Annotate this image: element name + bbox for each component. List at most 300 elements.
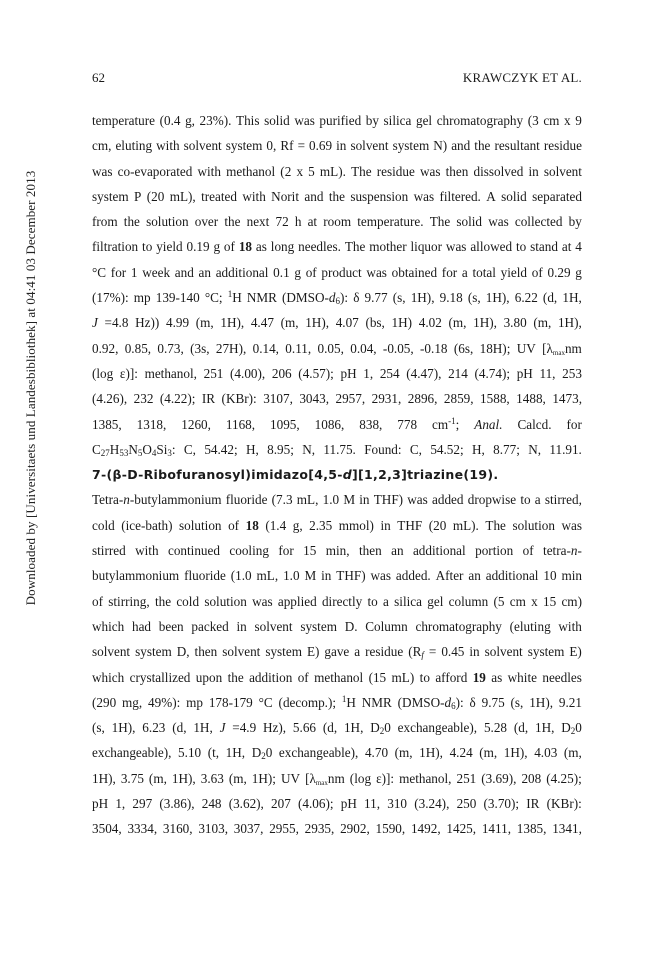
word: 18H);: [479, 340, 511, 356]
word: (log: [92, 365, 114, 381]
word: (m,: [448, 315, 467, 331]
word: =: [428, 644, 437, 660]
word: 3334,: [127, 821, 158, 837]
word: dropwise: [467, 492, 517, 508]
word: 54.52;: [430, 441, 464, 457]
word: was: [407, 492, 428, 508]
word: cold: [92, 517, 115, 533]
word: 4.07: [335, 315, 359, 331]
word: Norit: [271, 188, 300, 204]
word: 1H),: [419, 745, 443, 761]
word: (d,: [172, 720, 187, 736]
word: 1590,: [375, 821, 406, 837]
word: 4.24: [449, 745, 473, 761]
word: g,: [292, 517, 303, 533]
word: 15: [303, 543, 317, 559]
word: 5.10: [178, 745, 202, 761]
word: system: [135, 644, 172, 660]
text-line: [92, 285, 582, 310]
word: methanol: [226, 163, 276, 179]
download-watermark: [22, 118, 40, 658]
word: 11,: [539, 365, 556, 381]
word: 3.80: [503, 315, 527, 331]
word: was: [370, 568, 392, 584]
word: (4.57);: [298, 365, 334, 381]
word: H,: [245, 441, 259, 457]
word: (6s,: [453, 340, 474, 356]
word: 4: [575, 239, 582, 255]
word: system: [225, 138, 263, 154]
word: (m,: [479, 745, 498, 761]
word: (m,: [394, 745, 413, 761]
word: upon: [195, 669, 223, 685]
word: (19).: [463, 467, 499, 483]
word: $D_20$: [561, 720, 582, 737]
word: 9.21: [558, 694, 582, 710]
text-line: [92, 108, 582, 133]
word: The: [429, 214, 451, 230]
word: methanol: [314, 669, 364, 685]
word: 1: [130, 264, 138, 280]
word: directly: [321, 593, 363, 609]
word: (4.47),: [406, 365, 442, 381]
word: the: [154, 593, 172, 609]
word: (3.62),: [228, 796, 264, 812]
word: (4.00),: [230, 365, 266, 381]
word: 0.05,: [317, 340, 344, 356]
word: 206: [271, 365, 292, 381]
word: of: [297, 669, 309, 685]
word: (eluting: [509, 618, 551, 634]
word: 15: [543, 593, 557, 609]
word: 0,: [266, 138, 277, 154]
word: column: [448, 593, 489, 609]
running-head: KRAWCZYK ET AL.: [462, 70, 582, 85]
word: 11.75.: [323, 441, 356, 457]
word: x: [531, 593, 538, 609]
word: 0.14,: [252, 340, 279, 356]
text-line: [92, 133, 582, 158]
word: solid: [456, 214, 483, 230]
word: was: [561, 517, 582, 533]
text-line: [92, 412, 582, 437]
word: 1H),: [485, 290, 510, 306]
word: mL).: [319, 163, 346, 179]
text-line: [92, 563, 582, 588]
word: The: [344, 239, 366, 255]
word: gave: [324, 644, 350, 660]
word: mL),: [169, 188, 196, 204]
word: 1H,: [193, 720, 213, 736]
word: (m,: [228, 770, 247, 786]
text-line: [92, 816, 582, 841]
word: 1385,: [516, 821, 547, 837]
word: 0.04,: [350, 340, 377, 356]
word: D,: [176, 644, 190, 660]
word: portion: [475, 543, 514, 559]
word: 1H),: [111, 720, 136, 736]
word: chromatography: [436, 113, 524, 128]
word: min: [561, 568, 582, 584]
word: M: [304, 568, 317, 584]
word: C,: [183, 441, 196, 457]
word: -0.18: [420, 340, 448, 356]
word: (m,: [533, 315, 552, 331]
word: in: [359, 492, 370, 508]
word: (m,: [563, 745, 582, 761]
word: (290: [92, 694, 117, 710]
word: $cm^{-1}$;: [432, 415, 460, 432]
word: 9.75: [481, 694, 505, 710]
text-line: [92, 740, 582, 765]
word: (2: [280, 163, 292, 179]
text-line: [92, 791, 582, 816]
word: at: [307, 214, 318, 230]
word: 0.69: [309, 138, 333, 154]
word: 8.95;: [267, 441, 294, 457]
word: 8.77;: [493, 441, 520, 457]
word: 2935,: [304, 821, 335, 837]
word: gel: [415, 113, 433, 128]
word: was: [419, 163, 441, 179]
word: (3.70);: [483, 796, 520, 812]
word: (1.4: [265, 517, 287, 533]
word: additional: [215, 264, 269, 280]
word: °C: [92, 264, 107, 280]
word: 1H),: [410, 290, 435, 306]
word: for: [566, 416, 582, 432]
word: Found:: [364, 441, 402, 457]
word: stand: [530, 239, 558, 255]
word: 248: [201, 796, 222, 812]
word: (7.3: [271, 492, 293, 508]
word: Hz)): [135, 315, 160, 331]
word: a: [534, 492, 541, 508]
word: to: [419, 669, 430, 685]
text-line: [92, 665, 582, 690]
word: (4.26),: [92, 391, 128, 407]
word: THF: [397, 517, 423, 533]
word: fluoride: [184, 568, 226, 584]
text-line: [92, 386, 582, 411]
word: separated: [532, 188, 582, 204]
word: of: [531, 264, 543, 280]
word: applied: [277, 593, 317, 609]
word: 0.19: [186, 239, 210, 255]
word: solvent: [484, 644, 523, 660]
word: (3.24),: [414, 796, 450, 812]
word: (ice-bath): [121, 517, 173, 533]
word: 297: [132, 796, 153, 812]
word: solvent: [222, 644, 261, 660]
word: mg,: [122, 694, 143, 710]
word: tetra-n-: [543, 543, 582, 559]
word: 3.63: [200, 770, 224, 786]
word: solution: [512, 517, 555, 533]
word: to: [520, 492, 531, 508]
word: collected: [514, 214, 563, 230]
word: filtration: [92, 239, 139, 255]
word: (log: [349, 770, 372, 786]
word: 2859,: [443, 391, 474, 407]
word: needles.: [298, 239, 341, 255]
word: [$\lambda_{max}nm$: [542, 340, 582, 357]
word: $D_20$: [370, 720, 391, 737]
word: 0.45: [441, 644, 465, 660]
word: THF): [373, 492, 404, 508]
word: (m,: [280, 315, 299, 331]
word: an: [391, 543, 404, 559]
word: cm: [509, 593, 526, 609]
word: 1H),: [305, 315, 330, 331]
word: by: [568, 214, 582, 230]
word: 3037,: [233, 821, 264, 837]
word: 1473,: [552, 391, 582, 407]
word: stirring,: [108, 593, 150, 609]
word: solid: [501, 188, 527, 204]
word: had: [131, 618, 152, 634]
word: silica: [394, 593, 422, 609]
word: (d,: [322, 720, 338, 736]
word: °C;: [204, 290, 223, 306]
word: 3103,: [198, 821, 228, 837]
word: (4.25);: [546, 770, 582, 786]
word: butylammonium: [92, 568, 180, 584]
word: week: [142, 264, 171, 280]
word: at: [561, 239, 572, 255]
word: 1,: [363, 365, 374, 381]
word: 23%).: [199, 113, 232, 128]
word: (s,: [510, 694, 524, 710]
word: °C: [258, 694, 273, 710]
word: pH: [340, 365, 357, 381]
word: 4.99: [165, 315, 190, 331]
word: to: [367, 593, 378, 609]
word: 178-179: [208, 694, 253, 710]
word: of: [223, 239, 235, 255]
word: pH: [92, 796, 109, 812]
word: 1H),: [473, 315, 497, 331]
word: suspension: [350, 188, 409, 204]
download-note: Downloaded by [Universitaets und Landesbibliothek] at 04:41 03 December 2013: [23, 170, 38, 606]
word: system: [527, 644, 565, 660]
word: H,: [471, 441, 485, 457]
word: co-evaporated: [117, 163, 193, 179]
word: mL,: [256, 568, 279, 584]
word: fluoride: [225, 492, 268, 508]
word: x: [296, 163, 304, 179]
text-line: [92, 260, 582, 285]
word: 5.66: [292, 720, 316, 736]
word: additional: [485, 568, 539, 584]
word: residue: [543, 138, 582, 154]
word: 9: [575, 113, 582, 128]
word: continued: [167, 543, 220, 559]
word: system: [92, 188, 129, 204]
word: (3: [527, 113, 539, 128]
section-heading: [92, 462, 582, 487]
word: additional: [412, 543, 466, 559]
word: Tetra-n-butylammonium: [92, 492, 222, 508]
word: (5: [493, 593, 505, 609]
word: gel: [427, 593, 444, 609]
word: C,: [409, 441, 422, 457]
word: 11,: [364, 796, 381, 812]
text-line: [92, 538, 582, 563]
word: residue: [376, 163, 415, 179]
word: =: [297, 138, 305, 154]
word: 208: [521, 770, 542, 786]
word: over: [194, 214, 219, 230]
word: The: [351, 163, 372, 179]
word: [$\lambda_{max}nm$: [305, 770, 345, 787]
word: 1H,: [562, 290, 582, 306]
word: Rf: [280, 138, 294, 154]
word: was: [445, 239, 467, 255]
word: in: [528, 163, 539, 179]
word: (3.86),: [159, 796, 195, 812]
word: been: [158, 618, 184, 634]
word: white: [507, 669, 537, 685]
word: 1H),: [171, 770, 196, 786]
word: Column: [365, 618, 408, 634]
text-line: [92, 487, 582, 512]
word: the: [123, 214, 140, 230]
word: 27H),: [215, 340, 247, 356]
word: $^1$H: [341, 693, 356, 710]
word: (4.74);: [474, 365, 511, 381]
word: 6.22: [514, 290, 538, 306]
word: with: [156, 138, 180, 154]
word: then: [358, 543, 382, 559]
word: system: [300, 618, 337, 634]
word: 1341,: [552, 821, 582, 837]
word: with: [558, 618, 582, 634]
word: crystallized: [129, 669, 191, 685]
word: 207: [271, 796, 291, 812]
word: 1588,: [480, 391, 510, 407]
word: 1168,: [225, 416, 256, 432]
word: (3.69),: [481, 770, 517, 786]
word: system: [392, 138, 430, 154]
word: 2931,: [371, 391, 402, 407]
word: methanol,: [399, 770, 452, 786]
word: 5.28: [483, 720, 508, 736]
word: of: [228, 517, 240, 533]
word: $C_{27}H_{53}N_5O_4Si_3$:: [92, 441, 176, 458]
word: (t,: [207, 745, 220, 761]
word: packed: [191, 618, 229, 634]
word: h: [294, 214, 302, 230]
word: to: [515, 239, 527, 255]
word: methanol,: [144, 365, 197, 381]
word: 1H),: [92, 770, 116, 786]
word: A: [486, 188, 496, 204]
word: chromatography: [415, 618, 502, 634]
word: by: [365, 113, 379, 128]
word: $^1$H: [227, 289, 242, 306]
text-line: [92, 310, 582, 335]
word: (d,: [513, 720, 529, 736]
word: which: [92, 669, 125, 685]
word: long: [270, 239, 295, 255]
word: 1318,: [136, 416, 167, 432]
word: and: [174, 264, 194, 280]
word: The: [485, 517, 506, 533]
text-line: [92, 614, 582, 639]
word: N,: [528, 441, 542, 457]
word: UV: [280, 770, 301, 786]
word: the: [328, 188, 345, 204]
word: to: [142, 239, 153, 255]
word: 1H),: [503, 745, 528, 761]
word: 18: [245, 517, 259, 533]
text-line: [92, 336, 582, 361]
word: (KBr):: [221, 391, 257, 407]
word: temperature.: [357, 214, 424, 230]
word: which: [92, 618, 125, 634]
word: (s,: [467, 290, 481, 306]
word: 0.73,: [157, 340, 184, 356]
word: allowed: [470, 239, 513, 255]
word: yield: [500, 264, 528, 280]
word: (m,: [148, 770, 167, 786]
word: the: [227, 669, 244, 685]
word: and: [451, 138, 471, 154]
word: 1H,: [534, 720, 555, 736]
word: (4.22);: [159, 391, 196, 407]
word: 1H,: [343, 720, 364, 736]
word: 232: [133, 391, 154, 407]
word: =4.8: [104, 315, 129, 331]
word: 838,: [359, 416, 383, 432]
word: $(DMSO-d_6)$:: [282, 290, 349, 307]
word: 19: [472, 669, 486, 685]
word: 6.23: [142, 720, 166, 736]
word: yield: [156, 239, 183, 255]
word: was: [413, 188, 435, 204]
word: mL).: [452, 517, 479, 533]
word: 2896,: [407, 391, 438, 407]
word: in: [469, 644, 480, 660]
word: 2.35: [309, 517, 333, 533]
word: solvent: [92, 644, 131, 660]
word: 1411,: [481, 821, 511, 837]
word: solvent: [254, 618, 293, 634]
word: solution: [179, 517, 222, 533]
text-line: [92, 690, 582, 715]
word: 2902,: [340, 821, 370, 837]
word: liquor: [410, 239, 443, 255]
word: 0.92,: [92, 340, 119, 356]
word: stirred: [92, 543, 126, 559]
word: g: [575, 264, 582, 280]
word: NMR: [246, 290, 277, 306]
word: stirred,: [544, 492, 582, 508]
word: solvent: [183, 138, 222, 154]
word: solid: [264, 113, 290, 128]
word: (4.06);: [298, 796, 334, 812]
word: resultant: [494, 138, 540, 154]
word: 4.03: [534, 745, 558, 761]
word: pH: [516, 365, 533, 381]
word: filtered.: [439, 188, 481, 204]
word: in: [321, 568, 332, 584]
word: the: [474, 138, 491, 154]
word: 1H,: [225, 745, 246, 761]
word: (bs,: [365, 315, 385, 331]
word: 9.18: [439, 290, 463, 306]
